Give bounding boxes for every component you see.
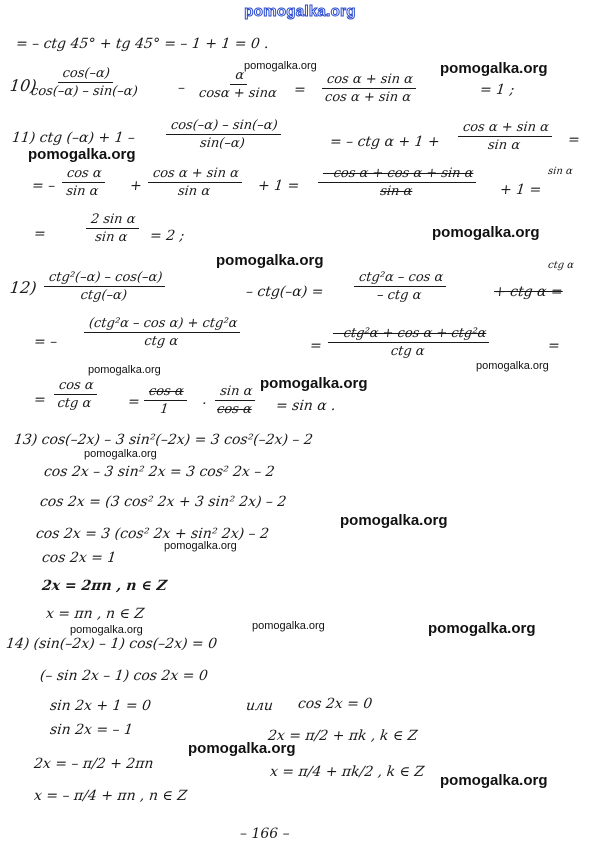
- p11c-f-num: 2 sin α: [86, 212, 140, 229]
- watermark: pomogalka.org: [340, 512, 448, 529]
- p10-f1-num: cos(–α): [58, 66, 115, 83]
- p12b-f1-num: (ctg²α – cos α) + ctg²α: [84, 316, 242, 333]
- p12b-fraction-2: [326, 326, 491, 359]
- p11c-f-den: sin α: [94, 230, 129, 245]
- p13-line-1: 13) cos(–2x) – 3 sin²(–2x) = 3 cos²(–2x) – 2: [13, 432, 314, 448]
- line-ctg-tg-result: = – ctg 45° + tg 45° = – 1 + 1 = 0 .: [15, 36, 270, 52]
- problem-10-label: 10): [9, 76, 38, 95]
- p11b-f3-den: sin α: [379, 184, 414, 199]
- watermark: pomogalka.org: [432, 224, 540, 241]
- p12c-fraction-2: [142, 384, 188, 417]
- p11-f2-den: sin α: [487, 138, 521, 153]
- p11b-plus-one: + 1 =: [257, 178, 301, 194]
- p11c-fraction: [84, 212, 140, 245]
- watermark: pomogalka.org: [216, 252, 324, 269]
- p12c-start: =: [33, 392, 47, 408]
- p14-right-1: 2x = π/2 + πk , k ∈ Z: [267, 728, 419, 744]
- p14-line-2: (– sin 2x – 1) cos 2x = 0: [39, 668, 209, 684]
- p14-line-3b: cos 2x = 0: [297, 696, 374, 712]
- p12b-fraction-1: [82, 316, 242, 349]
- watermark: pomogalka.org: [260, 375, 368, 392]
- p13-line-2: cos 2x – 3 sin² 2x = 3 cos² 2x – 2: [43, 464, 276, 480]
- p12-f2-den: – ctg α: [376, 288, 423, 303]
- p10-fraction-3: [320, 72, 417, 105]
- p11b-fraction-2: [146, 166, 243, 199]
- p10-f2-num: α: [230, 68, 249, 85]
- p11c-result: = 2 ;: [149, 228, 186, 244]
- problem-11-label: 11) ctg (–α) + 1 –: [11, 130, 136, 146]
- p12b-f1-den: ctg α: [143, 334, 179, 349]
- p13-line-7: x = πn , n ∈ Z: [45, 606, 145, 622]
- p11b-fraction-1: [60, 166, 106, 199]
- p12-fraction-2: [352, 270, 448, 303]
- p11-fraction-1: [164, 118, 282, 151]
- site-url-header: pomogalka.org: [244, 3, 356, 20]
- p11b-f2-num: cos α + sin α: [148, 166, 244, 183]
- p11b-plus: +: [129, 178, 143, 194]
- p10-f3-num: cos α + sin α: [322, 72, 418, 89]
- p11b-f2-den: sin α: [177, 184, 211, 199]
- p14-right-2: x = π/4 + πk/2 , k ∈ Z: [269, 764, 425, 780]
- p11b-fraction-3: [316, 166, 478, 199]
- p10-equals: =: [293, 82, 307, 98]
- p12c-dot: ·: [201, 396, 208, 412]
- p12c-fraction-3: [212, 384, 258, 417]
- p13-line-6: 2x = 2πn , n ∈ Z: [41, 578, 168, 594]
- p14-ili: или: [245, 698, 274, 714]
- p11b-note: sin α: [547, 166, 574, 177]
- p10-result: = 1 ;: [479, 82, 516, 98]
- watermark: pomogalka.org: [28, 146, 136, 163]
- p11-fraction-2: [456, 120, 553, 153]
- p11-equals-2: =: [567, 132, 581, 148]
- p10-f3-den: cos α + sin α: [324, 90, 412, 105]
- p12c-fraction-1: [52, 378, 98, 411]
- page-number: – 166 –: [240, 826, 290, 842]
- p14-line-4: sin 2x = – 1: [49, 722, 134, 738]
- p13-line-4: cos 2x = 3 (cos² 2x + sin² 2x) – 2: [35, 526, 270, 542]
- watermark: pomogalka.org: [440, 60, 548, 77]
- p12-f1-den: ctg(–α): [79, 288, 128, 303]
- watermark: pomogalka.org: [440, 772, 548, 789]
- p11-f2-num: cos α + sin α: [458, 120, 554, 137]
- p12c-equals: =: [127, 394, 141, 410]
- p12-note: ctg α: [547, 260, 575, 271]
- p12b-start: = –: [33, 334, 59, 350]
- p12b-equals: =: [309, 338, 323, 354]
- watermark: pomogalka.org: [476, 360, 549, 372]
- p12-end: + ctg α =: [493, 284, 564, 300]
- watermark: pomogalka.org: [428, 620, 536, 637]
- p11b-f3-num: – cos α + cos α + sin α: [318, 166, 478, 183]
- watermark: pomogalka.org: [244, 60, 317, 72]
- p14-line-3: sin 2x + 1 = 0: [49, 698, 152, 714]
- p12c-f1-num: cos α: [54, 378, 98, 395]
- p11-middle: = – ctg α + 1 +: [329, 134, 441, 150]
- p12-f1-num: ctg²(–α) – cos(–α): [44, 270, 167, 287]
- p12c-f2-den: 1: [159, 402, 170, 417]
- p14-line-1: 14) (sin(–2x) – 1) cos(–2x) = 0: [5, 636, 218, 652]
- p12b-end: =: [547, 338, 561, 354]
- p11-f1-den: sin(–α): [199, 136, 246, 151]
- p12c-f3-num: sin α: [215, 384, 257, 401]
- p11b-f1-num: cos α: [62, 166, 106, 183]
- problem-12-label: 12): [9, 278, 38, 297]
- watermark: pomogalka.org: [84, 448, 157, 460]
- p12c-f2-num: cos α: [144, 384, 188, 401]
- watermark: pomogalka.org: [164, 540, 237, 552]
- p13-line-3: cos 2x = (3 cos² 2x + 3 sin² 2x) – 2: [39, 494, 288, 510]
- p12b-f2-num: – ctg²α + cos α + ctg²α: [328, 326, 491, 343]
- p12-fraction-1: [42, 270, 167, 303]
- watermark: pomogalka.org: [188, 740, 296, 757]
- p11-f1-num: cos(–α) – sin(–α): [166, 118, 282, 135]
- p12b-f2-den: ctg α: [390, 344, 426, 359]
- watermark: pomogalka.org: [88, 364, 161, 376]
- watermark: pomogalka.org: [252, 620, 325, 632]
- p12c-result: = sin α .: [275, 398, 337, 414]
- p11b-end: + 1 =: [499, 182, 543, 198]
- p12-f2-num: ctg²α – cos α: [354, 270, 448, 287]
- p12c-f1-den: ctg α: [56, 396, 93, 411]
- p10-fraction-2: [194, 68, 283, 101]
- p11c-start: =: [33, 226, 47, 242]
- p12c-f3-den: cos α: [216, 402, 253, 417]
- p10-minus: –: [177, 80, 186, 96]
- p14-line-6: x = – π/4 + πn , n ∈ Z: [33, 788, 188, 804]
- p13-line-5: cos 2x = 1: [41, 550, 118, 566]
- p14-line-5: 2x = – π/2 + 2πn: [33, 756, 155, 772]
- p10-fraction-1: [26, 66, 144, 99]
- watermark: pomogalka.org: [70, 624, 143, 636]
- p11b-start: = –: [31, 178, 57, 194]
- p10-f2-den: cosα + sinα: [198, 86, 278, 101]
- p11b-f1-den: sin α: [65, 184, 100, 199]
- p12-middle: – ctg(–α) =: [245, 284, 325, 300]
- p10-f1-den: cos(–α) – sin(–α): [30, 84, 139, 99]
